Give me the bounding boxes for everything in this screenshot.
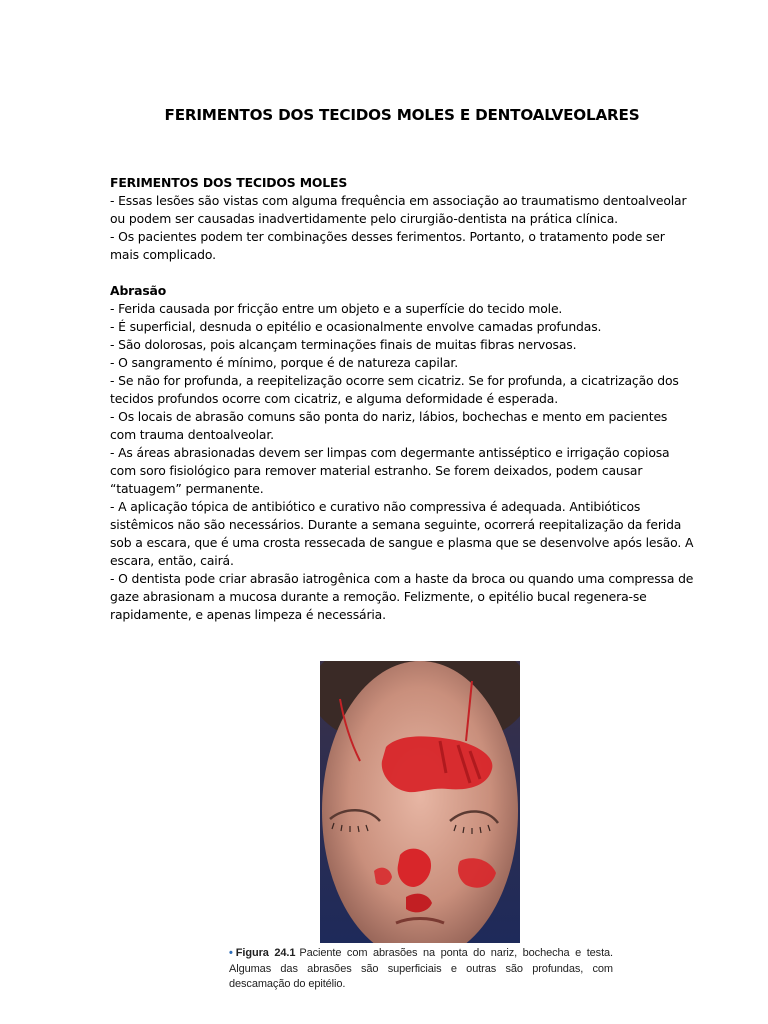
paragraph: - O sangramento é mínimo, porque é de natureza capilar. [110,355,458,370]
paragraph: - Se não for profunda, a reepitelização ocorre sem cicatriz. Se for profunda, a cicatrização dos tecidos profundos ocorre com cicatriz, e alguma deformidade é esperada. [110,373,679,406]
section-heading-abrasion: Abrasão [110,283,167,298]
paragraph: - Os locais de abrasão comuns são ponta do nariz, lábios, bochechas e mento em pacientes com trauma dentoalveolar. [110,409,668,442]
paragraph: - São dolorosas, pois alcançam terminações finais de muitas fibras nervosas. [110,337,577,352]
paragraph: - A aplicação tópica de antibiótico e curativo não compressiva é adequada. Antibióticos sistêmicos não são necessários. Durante a semana seguinte, ocorrerá reepitalização da ferida sob a escara, que é uma crosta ressecada de sangue e plasma que se desenvolve após lesão. A escara, então, cairá. [110,499,694,568]
paragraph: - Essas lesões são vistas com alguma frequência em associação ao traumatismo dentoalveolar ou podem ser causadas inadvertidamente pelo cirurgião-dentista na prática clínica. [110,193,687,226]
section-heading-soft-tissue: FERIMENTOS DOS TECIDOS MOLES [110,175,348,190]
figure-label: Figura 24.1 [235,947,296,959]
paragraph: - As áreas abrasionadas devem ser limpas com degermante antisséptico e irrigação copiosa com soro fisiológico para remover material estranho. Se forem deixados, podem causar “tatuagem” permanente. [110,445,670,496]
spacer [110,264,695,282]
document-title: FERIMENTOS DOS TECIDOS MOLES E DENTOALVEOLARES [164,106,640,124]
caption-text: Paciente com abrasões na ponta do nariz, bochecha e testa. Algumas das abrasões são superficiais e outras são profundas, com descamação do epitélio. [229,947,613,990]
paragraph: - É superficial, desnuda o epitélio e ocasionalmente envolve camadas profundas. [110,319,602,334]
patient-photo-illustration [320,661,520,943]
caption-bullet: • [229,947,233,959]
paragraph: - Ferida causada por fricção entre um objeto e a superfície do tecido mole. [110,301,563,316]
paragraph: - Os pacientes podem ter combinações desses ferimentos. Portanto, o tratamento pode ser mais complicado. [110,229,665,262]
paragraph: - O dentista pode criar abrasão iatrogênica com a haste da broca ou quando uma compressa de gaze abrasionam a mucosa durante a remoção. Felizmente, o epitélio bucal regenera-se rapidamente, e apenas limpeza é necessária. [110,571,694,622]
figure-photo [320,661,520,943]
figure-caption [229,946,613,993]
document-body [110,174,695,624]
